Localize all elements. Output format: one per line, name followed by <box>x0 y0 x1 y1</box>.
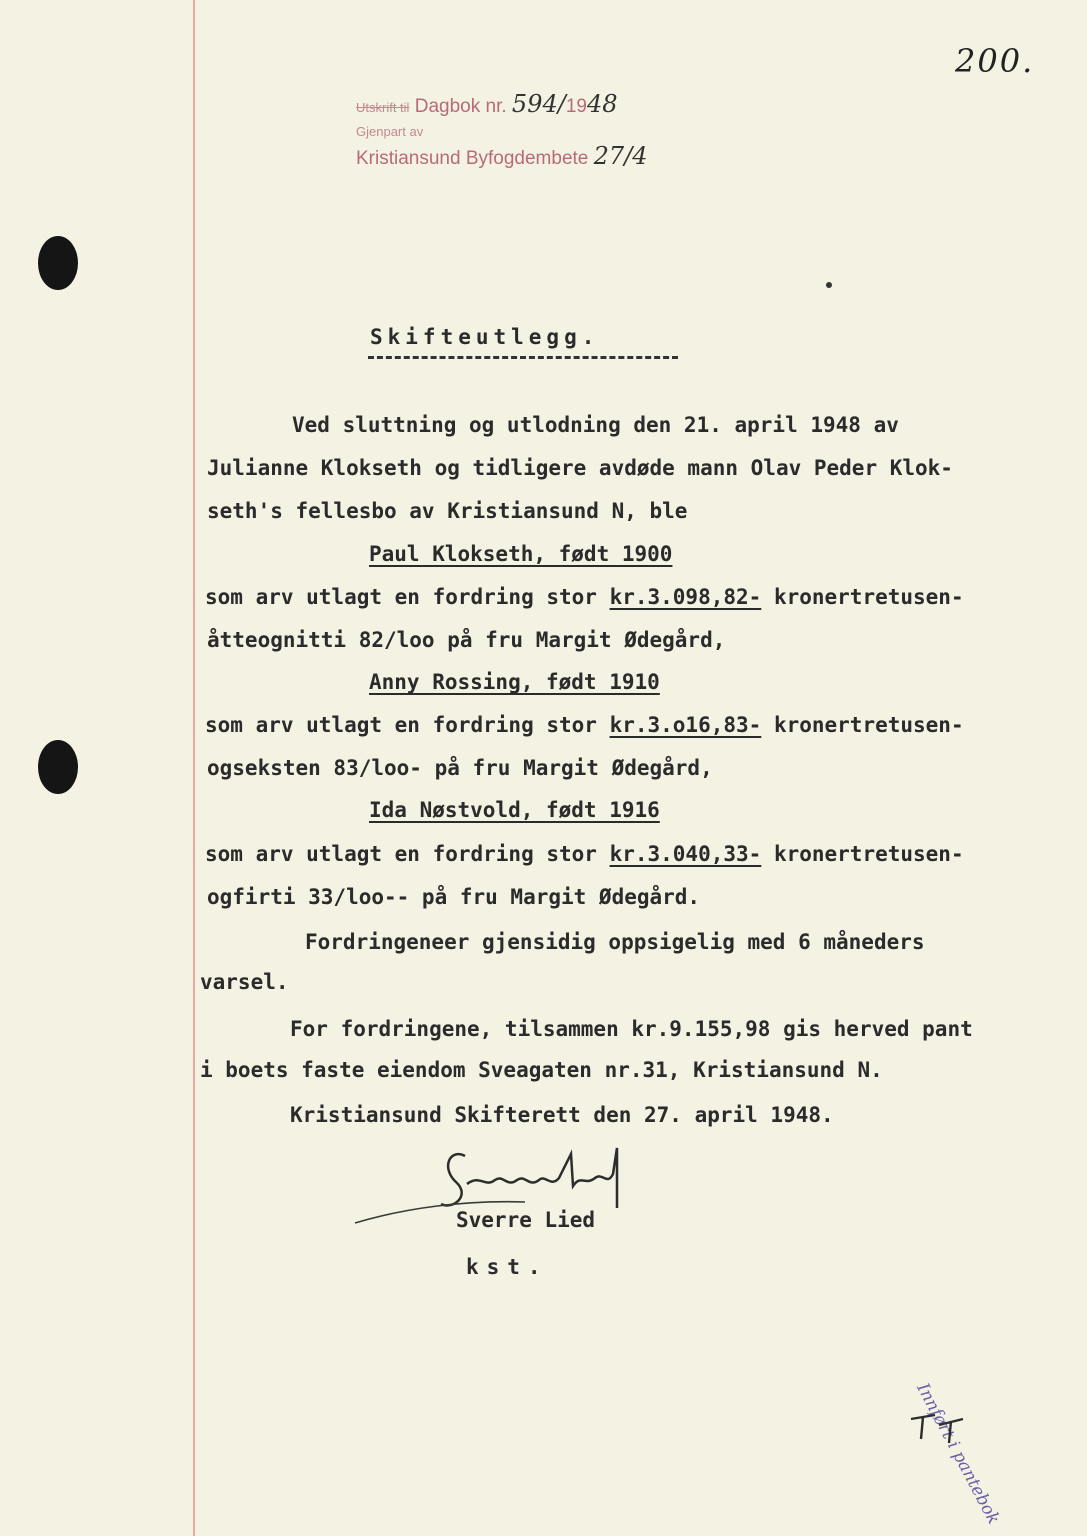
clerk-initials <box>905 1395 975 1445</box>
paragraph3-line1: For fordringene, tilsammen kr.9.155,98 gis herved pant <box>290 1017 973 1041</box>
heir-2-prefix: som arv utlagt en fordring stor <box>205 713 610 737</box>
stamp-prefix: Utskrift til <box>356 100 410 115</box>
stamp-office: Kristiansund Byfogdembete <box>356 148 589 169</box>
heir-1-line-a <box>205 585 964 609</box>
journal-stamp <box>356 92 648 171</box>
signatory-name: Sverre Lied <box>456 1208 596 1232</box>
heir-3-name: Ida Nøstvold, født 1916 <box>369 798 660 822</box>
stamp-line-3 <box>356 144 648 171</box>
heir-1-amount: kr.3.098,82- <box>609 585 762 609</box>
punch-hole-top <box>38 236 78 290</box>
heir-3-line-a <box>205 842 964 866</box>
stamp-line-2: Gjenpart av <box>356 124 424 139</box>
heir-3-suffix: kronertretusen- <box>761 842 964 866</box>
heir-3-amount: kr.3.040,33- <box>609 842 762 866</box>
heir-1-prefix: som arv utlagt en fordring stor <box>205 585 610 609</box>
heir-2-line-b: ogseksten 83/loo- på fru Margit Ødegård, <box>207 756 713 780</box>
title-underline <box>368 356 678 359</box>
paragraph1-line3: seth's fellesbo av Kristiansund N, ble <box>207 499 688 523</box>
paragraph1-line1: Ved sluttning og utlodning den 21. april 1948 av <box>292 413 899 437</box>
page-number: 200. <box>955 42 1035 80</box>
registration-note: Innført i pantebok <box>912 1380 1004 1528</box>
paragraph2-line2: varsel. <box>200 970 289 994</box>
signatory-title: kst. <box>466 1255 549 1279</box>
stamp-dagbok-number: 594/ <box>511 90 566 118</box>
document-title: Skifteutlegg. <box>370 325 600 349</box>
heir-2-name: Anny Rossing, født 1910 <box>369 670 660 694</box>
stamp-year-printed: 19 <box>565 96 587 117</box>
heir-2-suffix: kronertretusen- <box>761 713 964 737</box>
heir-3-line-b: ogfirti 33/loo-- på fru Margit Ødegård. <box>207 885 701 909</box>
stamp-year-hand: 48 <box>586 90 618 118</box>
heir-2-line-a <box>205 713 964 737</box>
stamp-line-1 <box>356 92 648 120</box>
closing-line: Kristiansund Skifterett den 27. april 1948. <box>290 1103 834 1127</box>
stamp-dagbok-label: Dagbok nr. <box>414 96 507 117</box>
paragraph2-line1: Fordringeneer gjensidig oppsigelig med 6 måneders <box>305 930 925 954</box>
heir-3-prefix: som arv utlagt en fordring stor <box>205 842 610 866</box>
punch-hole-bottom <box>38 740 78 794</box>
heir-1-name: Paul Klokseth, født 1900 <box>369 542 673 566</box>
margin-line <box>193 0 195 1536</box>
stamp-date: 27/4 <box>593 142 648 170</box>
heir-1-suffix: kronertretusen- <box>761 585 964 609</box>
heir-2-amount: kr.3.o16,83- <box>609 713 762 737</box>
paragraph3-line2: i boets faste eiendom Sveagaten nr.31, Kristiansund N. <box>200 1058 883 1082</box>
paragraph1-line2: Julianne Klokseth og tidligere avdøde mann Olav Peder Klok- <box>207 456 953 480</box>
heir-1-line-b: åtteognitti 82/loo på fru Margit Ødegård, <box>207 628 726 652</box>
ink-speck <box>826 282 832 288</box>
